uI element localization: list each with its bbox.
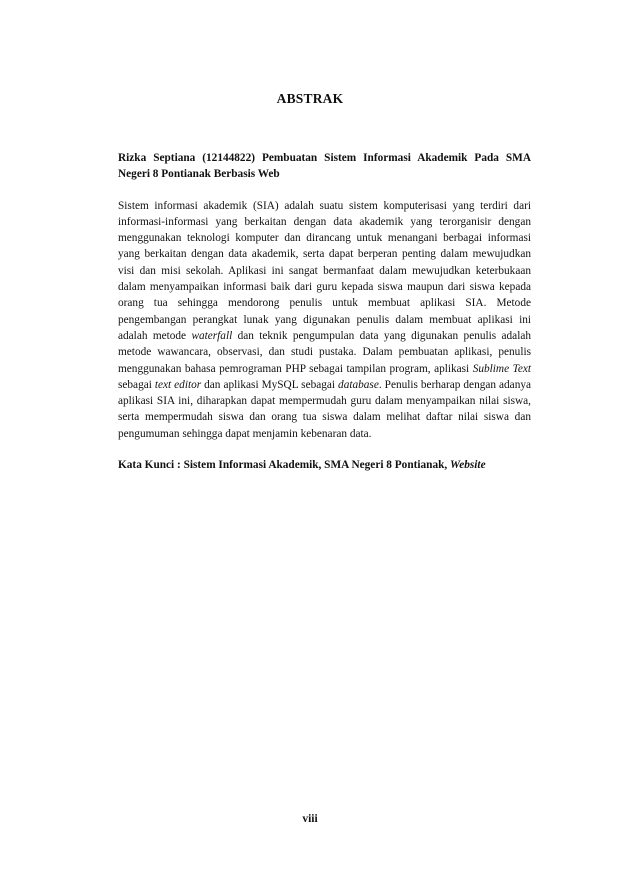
- abstract-body-part-5: . Penulis berharap dengan adanya aplikasi SIA ini, diharapkan dapat mempermudah guru dalam menyampaikan nilai siswa, serta mempermudah siswa dan orang tua siswa dalam melihat daftar nilai siswa dan pengumuman sehingga dapat menjamin kebenaran data.: [118, 378, 532, 440]
- keywords-line: [118, 457, 531, 473]
- abstract-body-part-4: dan aplikasi MySQL sebagai: [201, 378, 339, 391]
- keywords-value-italic: Website: [450, 459, 486, 472]
- abstract-body-italic-text-editor: text editor: [154, 378, 202, 391]
- page-title: ABSTRAK: [276, 91, 344, 106]
- abstract-body-part-2: dan teknik pengumpulan data yang digunakan penulis adalah metode wawancara, observasi, dan studi pustaka. Dalam pembuatan aplikasi, penulis menggunakan bahasa pemrograman PHP sebagai tampilan program, aplikasi: [118, 329, 531, 375]
- abstract-content: [118, 150, 531, 473]
- abstract-heading: Rizka Septiana (12144822) Pembuatan Sistem Informasi Akademik Pada SMA Negeri 8 Pontianak Berbasis Web: [118, 152, 531, 181]
- abstract-body-part-1: Sistem informasi akademik (SIA) adalah suatu sistem komputerisasi yang terdiri dari informasi-informasi yang berkaitan dengan data akademik yang terorganisir dengan menggunakan teknologi komputer dan dirancang untuk menangani berbagai informasi yang berkaitan dengan data akademik, serta dapat berperan penting dalam mewujudkan visi dan misi sekolah. Aplikasi ini sangat bermanfaat dalam mewujudkan keterbukaan dalam menyampaikan informasi baik dari guru kepada siswa maupun dari siswa kepada orang tua sehingga mendorong penulis untuk membuat aplikasi SIA. Metode pengembangan perangkat lunak yang digunakan penulis dalam membuat aplikasi ini adalah metode: [118, 199, 531, 342]
- keywords-label: Kata Kunci :: [118, 459, 181, 472]
- abstract-body-italic-sublime: Sublime Text: [472, 362, 531, 375]
- abstract-body-italic-database: database: [338, 378, 379, 391]
- abstract-body: [118, 198, 531, 442]
- abstract-body-part-3: sebagai: [118, 378, 155, 391]
- page-number: viii: [302, 813, 318, 825]
- abstract-body-italic-waterfall: waterfall: [191, 329, 233, 342]
- keywords-value: Sistem Informasi Akademik, SMA Negeri 8 Pontianak,: [183, 459, 448, 472]
